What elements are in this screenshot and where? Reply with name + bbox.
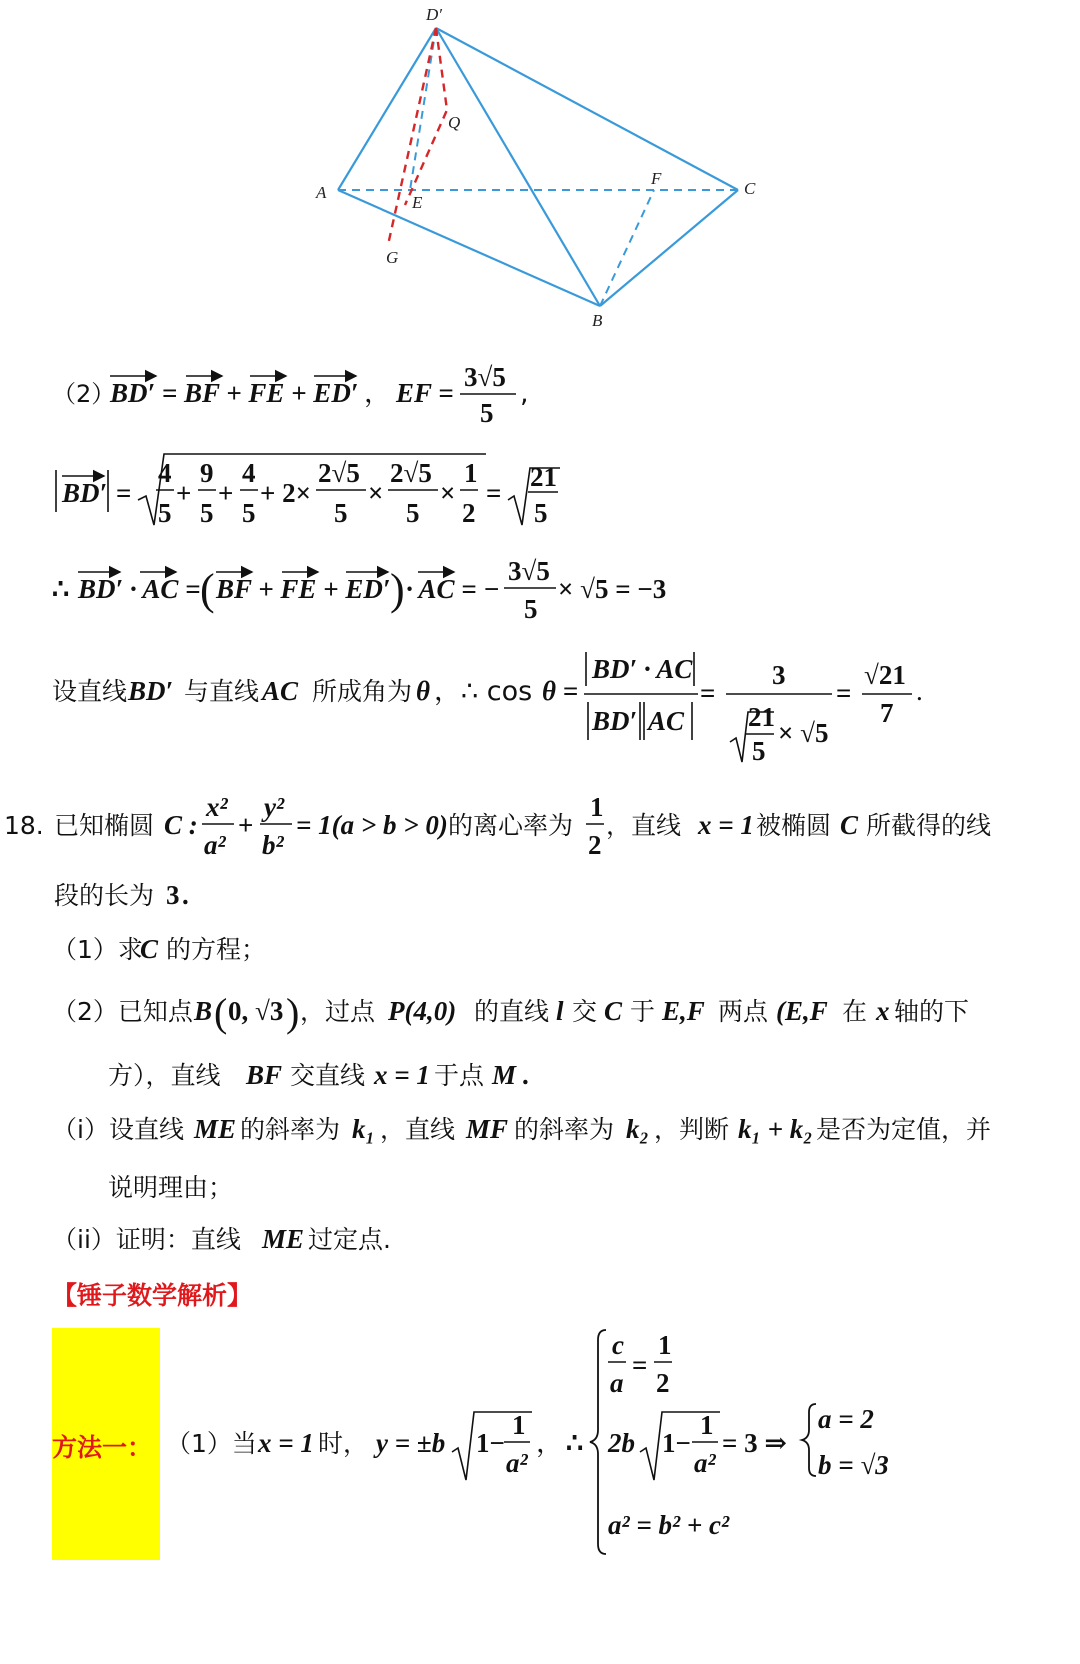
- svg-text:4: 4: [158, 458, 172, 488]
- label-C: C: [744, 179, 756, 198]
- svg-text:2√5: 2√5: [390, 458, 432, 488]
- svg-text:5: 5: [200, 498, 214, 528]
- svg-text:是否为定值，并: 是否为定值，并: [816, 1115, 992, 1144]
- label-A: A: [316, 183, 327, 202]
- svg-text:段的长为: 段的长为: [54, 881, 155, 910]
- svg-text:BD′: BD′: [62, 478, 108, 508]
- svg-text:21: 21: [748, 702, 775, 732]
- svg-text:5: 5: [752, 736, 766, 766]
- eq-dot-product: [52, 556, 666, 624]
- svg-text:过定点.: 过定点.: [308, 1225, 391, 1254]
- svg-text:C: C: [604, 996, 623, 1026]
- svg-text:5: 5: [158, 498, 172, 528]
- svg-text:（2）已知点: （2）已知点: [52, 997, 193, 1026]
- label-Q: Q: [448, 113, 461, 132]
- svg-text:.: .: [182, 880, 189, 910]
- svg-text:k₂: k₂: [626, 1114, 649, 1144]
- svg-text:的斜率为: 的斜率为: [240, 1115, 341, 1144]
- svg-text:3: 3: [772, 660, 786, 690]
- svg-text:BD′ · AC: BD′ · AC: [592, 654, 693, 684]
- svg-text:BD′ · AC =: BD′ · AC =: [78, 574, 201, 604]
- q18-part2-i-line2: [108, 1173, 233, 1202]
- svg-text:x²: x²: [206, 792, 228, 822]
- svg-text:两点: 两点: [718, 997, 769, 1026]
- eq-bd-sum: [109, 376, 358, 408]
- svg-text:7: 7: [880, 698, 894, 728]
- q18-block: [0, 780, 1080, 1270]
- solution-part1: [0, 1320, 1080, 1664]
- svg-text:k₁: k₁: [352, 1114, 375, 1144]
- svg-text:1−: 1−: [476, 1428, 505, 1458]
- svg-text:的离心率为: 的离心率为: [448, 811, 574, 840]
- solution-header: 【锤子数学解析】: [52, 1281, 253, 1310]
- svg-text:θ: θ: [416, 676, 431, 706]
- svg-text:x: x: [876, 996, 890, 1026]
- svg-text:√21: √21: [864, 660, 906, 690]
- svg-text:E,F: E,F: [662, 996, 705, 1026]
- svg-text:ME: ME: [262, 1224, 305, 1254]
- svg-text:被椭圆: 被椭圆: [756, 811, 832, 840]
- svg-text:=: =: [116, 478, 132, 508]
- svg-text:5: 5: [480, 398, 494, 428]
- svg-text:的直线: 的直线: [474, 997, 550, 1026]
- svg-text:M: M: [492, 1060, 517, 1090]
- edge-BC: [600, 190, 738, 306]
- svg-text:BF: BF: [246, 1060, 283, 1090]
- svg-text:+ 2×: + 2×: [260, 478, 312, 508]
- svg-text:C: C: [140, 934, 159, 964]
- equation-system: [566, 1330, 889, 1554]
- svg-text:2: 2: [656, 1368, 670, 1398]
- label-E: E: [412, 193, 423, 212]
- svg-text:a² = b² + c²: a² = b² + c²: [608, 1510, 730, 1540]
- svg-text:所截得的线: 所截得的线: [866, 811, 992, 840]
- eq-angle: [52, 652, 923, 766]
- svg-text:=: =: [836, 678, 852, 708]
- svg-text:=: =: [700, 678, 716, 708]
- edge-BF-dashed: [600, 190, 654, 306]
- svg-text:a²: a²: [506, 1448, 528, 1478]
- svg-text:x = 1: x = 1: [374, 1060, 430, 1090]
- svg-text:ME: ME: [194, 1114, 237, 1144]
- svg-text:.: .: [522, 1060, 529, 1090]
- svg-text:b²: b²: [262, 830, 284, 860]
- label-D: D′: [426, 5, 442, 24]
- svg-text:C :: C :: [164, 810, 198, 840]
- svg-text:· AC = −: · AC = −: [406, 574, 500, 604]
- svg-text:9: 9: [200, 458, 214, 488]
- svg-text:1: 1: [590, 792, 604, 822]
- svg-text:BD′: BD′: [592, 706, 638, 736]
- svg-text:（i）设直线: （i）设直线: [52, 1115, 184, 1144]
- svg-text:与直线: 与直线: [184, 677, 260, 706]
- svg-text:=: =: [632, 1350, 648, 1380]
- svg-text:= 1(a > b > 0): = 1(a > b > 0): [296, 810, 448, 840]
- svg-text:方），直线: 方），直线: [108, 1061, 221, 1090]
- part2-equations: [0, 350, 1080, 770]
- svg-text:交直线: 交直线: [290, 1061, 366, 1090]
- svg-text:2: 2: [588, 830, 602, 860]
- q18-stem: [4, 792, 991, 860]
- svg-text:∴: ∴: [52, 574, 70, 604]
- svg-text:a: a: [610, 1368, 624, 1398]
- svg-text:的方程；: 的方程；: [166, 935, 267, 964]
- svg-text:所成角为: 所成角为: [312, 677, 413, 706]
- svg-text:18.: 18.: [4, 811, 44, 840]
- svg-text:1−: 1−: [662, 1428, 691, 1458]
- red-DG: [388, 28, 436, 245]
- q18-part2-ii: [52, 1224, 391, 1254]
- svg-text:在: 在: [842, 997, 868, 1026]
- svg-text:AC: AC: [262, 676, 299, 706]
- q18-part2-line2: [108, 1060, 529, 1090]
- svg-text:2√5: 2√5: [318, 458, 360, 488]
- svg-text:= 3 ⇒: = 3 ⇒: [722, 1428, 788, 1458]
- svg-text:.: .: [916, 676, 923, 706]
- svg-text:于: 于: [630, 997, 656, 1026]
- svg-text:BF + FE + ED′: BF + FE + ED′: [216, 574, 391, 604]
- svg-text:，直线: ，直线: [380, 1115, 456, 1144]
- svg-text:1: 1: [512, 1410, 526, 1440]
- svg-text:5: 5: [406, 498, 420, 528]
- svg-text:y = ±b: y = ±b: [376, 1428, 446, 1458]
- svg-text:，∴ cos: ，∴ cos: [434, 676, 533, 707]
- edge-AB: [338, 190, 600, 306]
- svg-text:（ii）证明：直线: （ii）证明：直线: [52, 1225, 241, 1254]
- svg-text:k₁ + k₂: k₁ + k₂: [738, 1114, 813, 1144]
- geometry-figure: [0, 0, 1080, 340]
- svg-text:c: c: [612, 1330, 624, 1360]
- svg-text:BD′ = BF + FE + ED′: BD′ = BF + FE + ED′: [110, 378, 359, 408]
- svg-text:+: +: [238, 810, 254, 840]
- svg-text:已知椭圆: 已知椭圆: [54, 811, 155, 840]
- method-label: 方法一：: [52, 1433, 153, 1462]
- svg-text:交: 交: [572, 997, 598, 1026]
- svg-text:3: 3: [166, 880, 180, 910]
- svg-text:θ =: θ =: [542, 676, 579, 706]
- svg-text:时，: 时，: [318, 1429, 369, 1458]
- svg-text:（1）当: （1）当: [166, 1429, 257, 1458]
- svg-text:1: 1: [658, 1330, 672, 1360]
- svg-text:x = 1: x = 1: [258, 1428, 314, 1458]
- svg-text:a = 2: a = 2: [818, 1404, 874, 1434]
- svg-text:3√5: 3√5: [508, 556, 550, 586]
- svg-text:的斜率为: 的斜率为: [514, 1115, 615, 1144]
- svg-text:=: =: [486, 478, 502, 508]
- svg-text:×: ×: [440, 478, 456, 508]
- svg-text:∴: ∴: [566, 1428, 584, 1458]
- q18-part2: [52, 990, 969, 1035]
- svg-text:,: ,: [520, 378, 529, 409]
- svg-text:，直线: ，直线: [606, 811, 682, 840]
- label-G: G: [386, 248, 399, 267]
- svg-text:+: +: [218, 478, 234, 508]
- svg-text:5: 5: [534, 498, 548, 528]
- svg-text:说明理由；: 说明理由；: [108, 1173, 234, 1202]
- edge-DB: [436, 28, 600, 306]
- svg-text:x = 1: x = 1: [698, 810, 754, 840]
- svg-text:，过点: ，过点: [300, 997, 376, 1026]
- svg-text:1: 1: [700, 1410, 714, 1440]
- svg-text:5: 5: [524, 594, 538, 624]
- q18-stem-2: [54, 880, 189, 910]
- y-expression: [373, 1410, 532, 1480]
- svg-text:5: 5: [334, 498, 348, 528]
- svg-text:(E,F: (E,F: [776, 996, 828, 1026]
- svg-text:21: 21: [530, 462, 557, 492]
- svg-text:(: (: [214, 990, 228, 1035]
- label-F: F: [651, 169, 662, 188]
- svg-text:+: +: [176, 478, 192, 508]
- svg-text:l: l: [556, 996, 564, 1026]
- svg-text:b = √3: b = √3: [818, 1450, 889, 1480]
- eq-ef: [395, 362, 529, 428]
- svg-text:× √5 = −3: × √5 = −3: [558, 574, 667, 604]
- svg-text:): ): [390, 565, 405, 614]
- svg-text:，: ，: [536, 1428, 563, 1459]
- q18-part2-i: [52, 1114, 991, 1144]
- q18-part1: [52, 934, 266, 964]
- svg-text:5: 5: [242, 498, 256, 528]
- svg-text:4: 4: [242, 458, 256, 488]
- svg-text:EF =: EF =: [396, 378, 454, 408]
- svg-text:轴的下: 轴的下: [894, 997, 970, 1026]
- svg-text:): ): [286, 990, 300, 1035]
- svg-text:AC: AC: [648, 706, 685, 736]
- svg-text:于点: 于点: [434, 1061, 485, 1090]
- svg-text:y²: y²: [264, 792, 285, 822]
- eq-bd-modulus: [56, 454, 560, 528]
- svg-text:C: C: [840, 810, 859, 840]
- svg-text:a²: a²: [204, 830, 226, 860]
- svg-text:2b: 2b: [608, 1428, 635, 1458]
- svg-text:× √5: × √5: [778, 718, 829, 748]
- svg-text:a²: a²: [694, 1448, 716, 1478]
- svg-text:2: 2: [462, 498, 476, 528]
- edge-DC: [436, 28, 738, 190]
- svg-text:3√5: 3√5: [464, 362, 506, 392]
- part2-num: （2）: [52, 380, 116, 408]
- svg-text:1: 1: [464, 458, 478, 488]
- svg-text:(: (: [200, 565, 215, 614]
- svg-text:MF: MF: [466, 1114, 509, 1144]
- svg-text:×: ×: [368, 478, 384, 508]
- svg-text:设直线: 设直线: [52, 677, 128, 706]
- svg-text:BD′: BD′: [128, 676, 174, 706]
- red-DQ-path: [405, 28, 447, 205]
- svg-text:0, √3: 0, √3: [228, 996, 284, 1026]
- svg-text:B: B: [194, 996, 213, 1026]
- label-B: B: [592, 311, 603, 330]
- comma: ，: [364, 378, 391, 409]
- svg-text:，判断: ，判断: [654, 1115, 730, 1144]
- svg-text:（1）求: （1）求: [52, 935, 143, 964]
- svg-text:P(4,0): P(4,0): [388, 996, 457, 1026]
